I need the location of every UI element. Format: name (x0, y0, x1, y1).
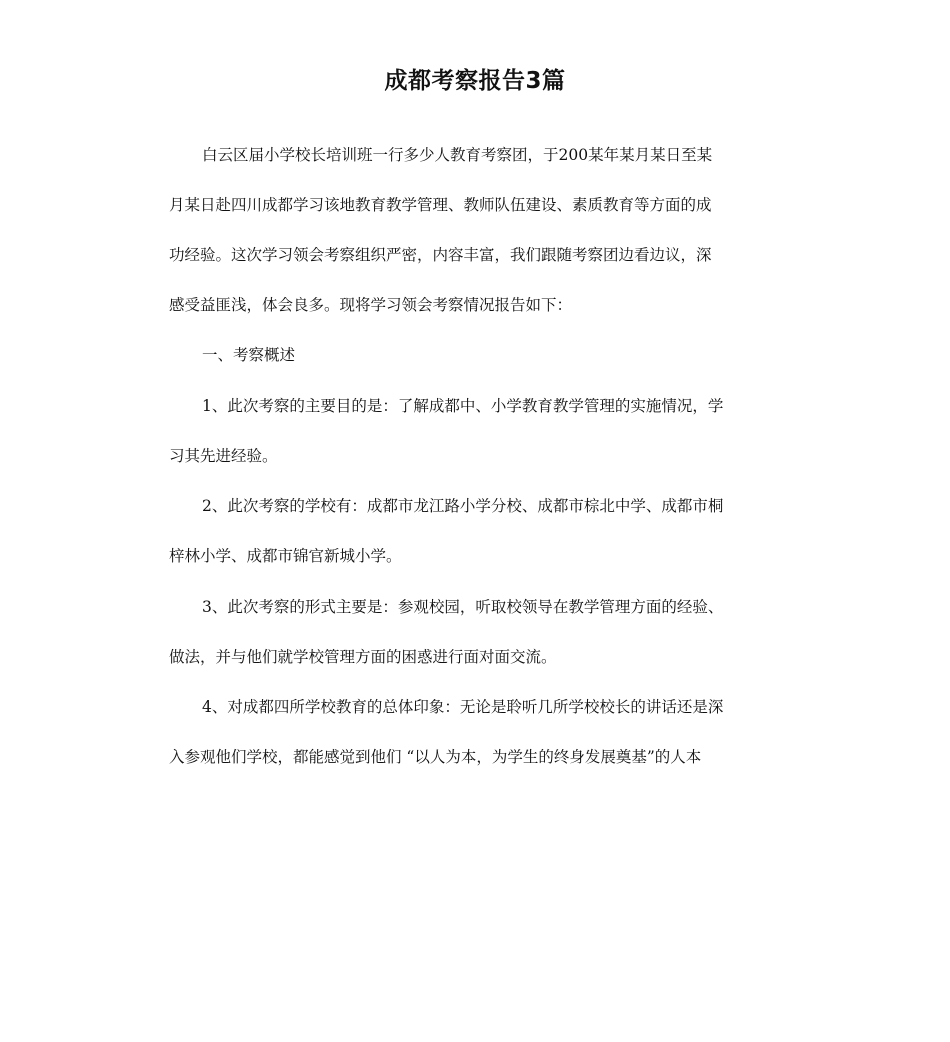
section-heading: 一、考察概述 (202, 346, 296, 364)
paragraph-line: 2、此次考察的学校有：成都市龙江路小学分校、成都市棕北中学、成都市桐 (202, 497, 724, 515)
paragraph-line: 白云区届小学校长培训班一行多少人教育考察团，于200某年某月某日至某 (202, 146, 713, 164)
paragraph-line: 感受益匪浅，体会良多。现将学习领会考察情况报告如下： (169, 296, 573, 314)
paragraph-line: 习其先进经验。 (169, 447, 278, 465)
paragraph-line: 功经验。这次学习领会考察组织严密，内容丰富，我们跟随考察团边看边议，深 (169, 246, 712, 264)
paragraph-line: 入参观他们学校，都能感觉到他们 “以人为本，为学生的终身发展奠基”的人本 (169, 748, 702, 766)
paragraph-line: 梓林小学、成都市锦官新城小学。 (169, 547, 402, 565)
document-title: 成都考察报告3篇 (384, 68, 566, 94)
paragraph-line: 1、此次考察的主要目的是：了解成都中、小学教育教学管理的实施情况，学 (202, 397, 724, 415)
paragraph-line: 做法，并与他们就学校管理方面的困惑进行面对面交流。 (169, 648, 557, 666)
paragraph-line: 4、对成都四所学校教育的总体印象：无论是聆听几所学校校长的讲话还是深 (202, 698, 724, 716)
paragraph-line: 月某日赴四川成都学习该地教育教学管理、教师队伍建设、素质教育等方面的成 (169, 196, 712, 214)
paragraph-line: 3、此次考察的形式主要是：参观校园，听取校领导在教学管理方面的经验、 (202, 598, 724, 616)
